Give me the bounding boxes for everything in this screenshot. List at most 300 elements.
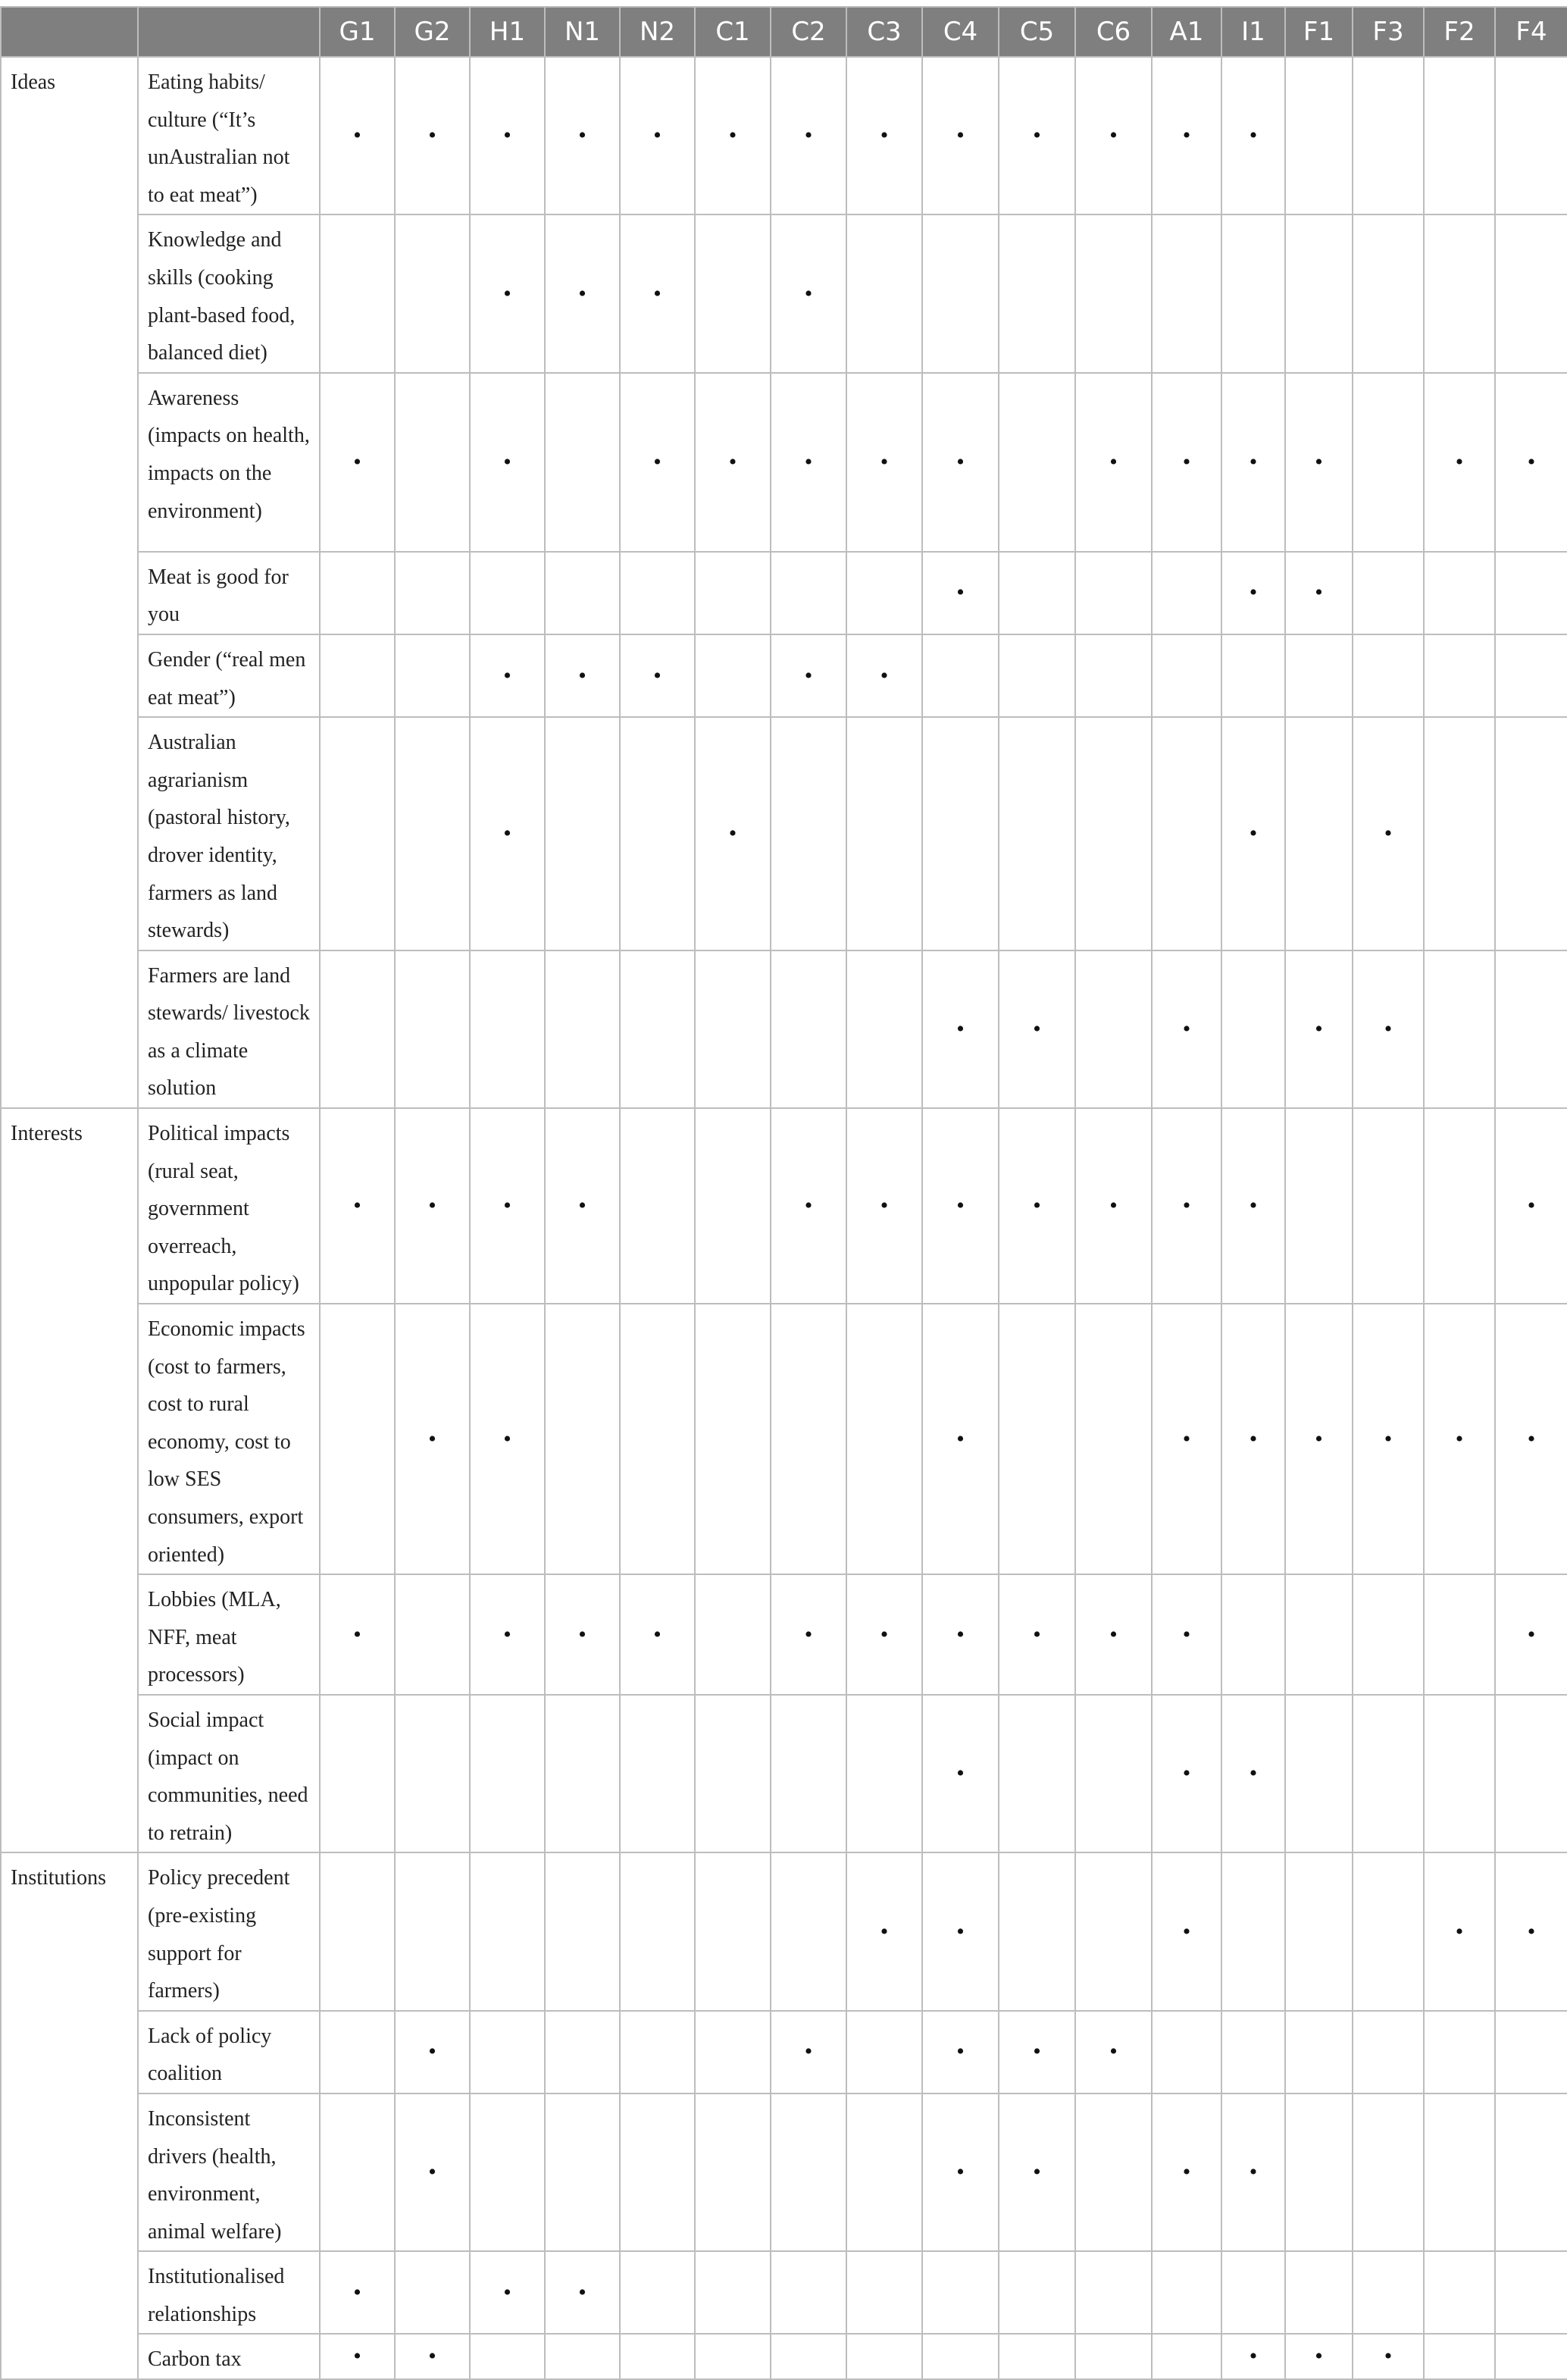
empty-cell-h1 — [470, 1852, 545, 2010]
dot-mark-c4: • — [922, 373, 999, 552]
dot-mark-g2: • — [395, 1108, 470, 1304]
dot-mark-f4: • — [1495, 1304, 1567, 1574]
dot-mark-c5: • — [999, 950, 1075, 1108]
dot-mark-c2: • — [771, 373, 846, 552]
factor-label: Carbon tax — [138, 2334, 320, 2379]
dot-mark-i1: • — [1221, 2093, 1285, 2251]
empty-cell-f2 — [1424, 1574, 1495, 1695]
dot-mark-c1: • — [695, 373, 771, 552]
dot-mark-c5: • — [999, 1574, 1075, 1695]
dot-mark-c5: • — [999, 2011, 1075, 2093]
empty-cell-f2 — [1424, 634, 1495, 717]
dot-mark-f1: • — [1285, 2334, 1353, 2379]
empty-cell-h1 — [470, 950, 545, 1108]
table-row — [1, 2011, 1567, 2093]
dot-mark-g1: • — [320, 1108, 395, 1304]
dot-mark-c5: • — [999, 2093, 1075, 2251]
empty-cell-c5 — [999, 2334, 1075, 2379]
empty-cell-c2 — [771, 950, 846, 1108]
dot-mark-c5: • — [999, 57, 1075, 215]
dot-mark-i1: • — [1221, 1304, 1285, 1574]
empty-cell-i1 — [1221, 2011, 1285, 2093]
empty-cell-c6 — [1075, 552, 1152, 634]
factor-label: Political impacts (rural seat, government overreach, unpopular policy) — [138, 1108, 320, 1304]
empty-cell-c1 — [695, 2334, 771, 2379]
dot-mark-h1: • — [470, 1574, 545, 1695]
empty-cell-f1 — [1285, 1574, 1353, 1695]
empty-cell-c1 — [695, 1574, 771, 1695]
table-row — [1, 2334, 1567, 2379]
dot-mark-c3: • — [846, 57, 922, 215]
dot-mark-a1: • — [1152, 950, 1221, 1108]
empty-cell-f4 — [1495, 552, 1567, 634]
column-header-h1: H1 — [470, 7, 545, 57]
column-header-i1: I1 — [1221, 7, 1285, 57]
empty-cell-f3 — [1353, 215, 1424, 372]
factor-label: Farmers are land stewards/ livestock as a climate solution — [138, 950, 320, 1108]
table-row — [1, 373, 1567, 552]
table-row — [1, 1574, 1567, 1695]
empty-cell-f4 — [1495, 2251, 1567, 2334]
dot-mark-a1: • — [1152, 1304, 1221, 1574]
empty-cell-c1 — [695, 552, 771, 634]
dot-mark-f1: • — [1285, 1304, 1353, 1574]
empty-cell-g1 — [320, 1695, 395, 1852]
dot-mark-n2: • — [620, 57, 695, 215]
table-row — [1, 2251, 1567, 2334]
empty-cell-c6 — [1075, 215, 1152, 372]
empty-cell-g2 — [395, 1852, 470, 2010]
empty-cell-c1 — [695, 1695, 771, 1852]
empty-cell-f3 — [1353, 2251, 1424, 2334]
empty-cell-c6 — [1075, 1304, 1152, 1574]
empty-cell-c3 — [846, 717, 922, 950]
dot-mark-n1: • — [545, 215, 620, 372]
dot-mark-n1: • — [545, 57, 620, 215]
empty-cell-a1 — [1152, 2011, 1221, 2093]
dot-mark-c4: • — [922, 1108, 999, 1304]
dot-mark-i1: • — [1221, 1108, 1285, 1304]
column-header-g1: G1 — [320, 7, 395, 57]
dot-mark-g2: • — [395, 57, 470, 215]
column-header-c6: C6 — [1075, 7, 1152, 57]
dot-mark-a1: • — [1152, 373, 1221, 552]
dot-mark-n1: • — [545, 2251, 620, 2334]
empty-cell-f3 — [1353, 634, 1424, 717]
factor-label: Gender (“real men eat meat”) — [138, 634, 320, 717]
dot-mark-c4: • — [922, 2093, 999, 2251]
empty-cell-f4 — [1495, 2011, 1567, 2093]
empty-cell-c5 — [999, 634, 1075, 717]
empty-cell-c2 — [771, 1852, 846, 2010]
dot-mark-c2: • — [771, 57, 846, 215]
empty-cell-c5 — [999, 215, 1075, 372]
column-header-c1: C1 — [695, 7, 771, 57]
empty-cell-c1 — [695, 2093, 771, 2251]
empty-cell-a1 — [1152, 552, 1221, 634]
empty-cell-n2 — [620, 1304, 695, 1574]
empty-cell-i1 — [1221, 634, 1285, 717]
dot-mark-n1: • — [545, 634, 620, 717]
empty-cell-f3 — [1353, 552, 1424, 634]
dot-mark-c6: • — [1075, 373, 1152, 552]
dot-mark-c1: • — [695, 717, 771, 950]
empty-cell-n1 — [545, 2334, 620, 2379]
empty-cell-f2 — [1424, 215, 1495, 372]
dot-mark-c5: • — [999, 1108, 1075, 1304]
empty-cell-a1 — [1152, 2251, 1221, 2334]
header-row — [1, 7, 1567, 57]
factor-label: Awareness (impacts on health, impacts on the environment) — [138, 373, 320, 552]
table-row — [1, 57, 1567, 215]
empty-cell-n1 — [545, 1304, 620, 1574]
policy-factors-table — [0, 6, 1567, 2380]
empty-cell-n2 — [620, 2011, 695, 2093]
empty-cell-f2 — [1424, 2251, 1495, 2334]
dot-mark-i1: • — [1221, 1695, 1285, 1852]
empty-cell-n1 — [545, 1852, 620, 2010]
empty-cell-c5 — [999, 373, 1075, 552]
dot-mark-c6: • — [1075, 57, 1152, 215]
empty-cell-f1 — [1285, 717, 1353, 950]
factor-label: Eating habits/ culture (“It’s unAustralian not to eat meat”) — [138, 57, 320, 215]
column-header-g2: G2 — [395, 7, 470, 57]
dot-mark-n1: • — [545, 1574, 620, 1695]
column-header-f2: F2 — [1424, 7, 1495, 57]
dot-mark-n2: • — [620, 215, 695, 372]
dot-mark-c6: • — [1075, 1574, 1152, 1695]
empty-cell-g1 — [320, 2093, 395, 2251]
empty-cell-g2 — [395, 215, 470, 372]
empty-cell-n1 — [545, 373, 620, 552]
empty-cell-n2 — [620, 2251, 695, 2334]
empty-cell-i1 — [1221, 1574, 1285, 1695]
table-row — [1, 950, 1567, 1108]
empty-cell-g2 — [395, 1695, 470, 1852]
empty-cell-c3 — [846, 2011, 922, 2093]
dot-mark-c3: • — [846, 1108, 922, 1304]
empty-cell-c4 — [922, 215, 999, 372]
dot-mark-g1: • — [320, 1574, 395, 1695]
empty-cell-c5 — [999, 1304, 1075, 1574]
empty-cell-c1 — [695, 1852, 771, 2010]
column-header-n2: N2 — [620, 7, 695, 57]
empty-cell-f3 — [1353, 57, 1424, 215]
dot-mark-i1: • — [1221, 57, 1285, 215]
dot-mark-h1: • — [470, 2251, 545, 2334]
dot-mark-c4: • — [922, 552, 999, 634]
empty-cell-f4 — [1495, 2334, 1567, 2379]
column-header-a1: A1 — [1152, 7, 1221, 57]
dot-mark-f2: • — [1424, 373, 1495, 552]
empty-cell-n1 — [545, 1695, 620, 1852]
empty-cell-n1 — [545, 950, 620, 1108]
empty-cell-c1 — [695, 1304, 771, 1574]
dot-mark-c3: • — [846, 1852, 922, 2010]
empty-cell-c3 — [846, 215, 922, 372]
empty-cell-g1 — [320, 552, 395, 634]
factor-label: Lobbies (MLA, NFF, meat processors) — [138, 1574, 320, 1695]
dot-mark-f3: • — [1353, 717, 1424, 950]
dot-mark-h1: • — [470, 215, 545, 372]
dot-mark-f1: • — [1285, 373, 1353, 552]
empty-cell-g2 — [395, 373, 470, 552]
factor-header-cell — [138, 7, 320, 57]
table-row — [1, 634, 1567, 717]
empty-cell-f3 — [1353, 2093, 1424, 2251]
factor-label: Meat is good for you — [138, 552, 320, 634]
dot-mark-f3: • — [1353, 950, 1424, 1108]
empty-cell-c4 — [922, 717, 999, 950]
table-row — [1, 1108, 1567, 1304]
dot-mark-c2: • — [771, 634, 846, 717]
empty-cell-f2 — [1424, 950, 1495, 1108]
dot-mark-c2: • — [771, 1108, 846, 1304]
dot-mark-n2: • — [620, 373, 695, 552]
empty-cell-f2 — [1424, 552, 1495, 634]
factor-label: Institutionalised relationships — [138, 2251, 320, 2334]
dot-mark-g1: • — [320, 57, 395, 215]
dot-mark-c2: • — [771, 1574, 846, 1695]
empty-cell-g1 — [320, 215, 395, 372]
dot-mark-g2: • — [395, 1304, 470, 1574]
empty-cell-c5 — [999, 1852, 1075, 2010]
table-row — [1, 1852, 1567, 2010]
empty-cell-c3 — [846, 1695, 922, 1852]
empty-cell-f3 — [1353, 1574, 1424, 1695]
empty-cell-f1 — [1285, 1852, 1353, 2010]
empty-cell-f4 — [1495, 1695, 1567, 1852]
factor-label: Lack of policy coalition — [138, 2011, 320, 2093]
empty-cell-g2 — [395, 552, 470, 634]
empty-cell-f2 — [1424, 717, 1495, 950]
empty-cell-g1 — [320, 717, 395, 950]
empty-cell-f1 — [1285, 634, 1353, 717]
dot-mark-a1: • — [1152, 1108, 1221, 1304]
empty-cell-f4 — [1495, 57, 1567, 215]
dot-mark-h1: • — [470, 717, 545, 950]
dot-mark-c4: • — [922, 2011, 999, 2093]
empty-cell-i1 — [1221, 215, 1285, 372]
empty-cell-f2 — [1424, 2334, 1495, 2379]
factor-label: Knowledge and skills (cooking plant-based food, balanced diet) — [138, 215, 320, 372]
dot-mark-i1: • — [1221, 552, 1285, 634]
table-row — [1, 717, 1567, 950]
empty-cell-c6 — [1075, 1852, 1152, 2010]
dot-mark-n2: • — [620, 1574, 695, 1695]
factor-label: Economic impacts (cost to farmers, cost to rural economy, cost to low SES consumers, export oriented) — [138, 1304, 320, 1574]
dot-mark-c6: • — [1075, 2011, 1152, 2093]
dot-mark-c2: • — [771, 215, 846, 372]
dot-mark-c3: • — [846, 373, 922, 552]
dot-mark-h1: • — [470, 1304, 545, 1574]
dot-mark-a1: • — [1152, 2093, 1221, 2251]
group-label-institutions: Institutions — [1, 1852, 138, 2379]
empty-cell-c5 — [999, 717, 1075, 950]
dot-mark-c4: • — [922, 1852, 999, 2010]
empty-cell-c6 — [1075, 634, 1152, 717]
empty-cell-i1 — [1221, 950, 1285, 1108]
dot-mark-g2: • — [395, 2011, 470, 2093]
empty-cell-c1 — [695, 1108, 771, 1304]
table-row — [1, 1695, 1567, 1852]
empty-cell-g1 — [320, 950, 395, 1108]
empty-cell-f2 — [1424, 1108, 1495, 1304]
dot-mark-n1: • — [545, 1108, 620, 1304]
empty-cell-n2 — [620, 717, 695, 950]
empty-cell-c2 — [771, 1304, 846, 1574]
dot-mark-h1: • — [470, 373, 545, 552]
column-header-c4: C4 — [922, 7, 999, 57]
empty-cell-a1 — [1152, 717, 1221, 950]
empty-cell-g2 — [395, 634, 470, 717]
empty-cell-n1 — [545, 717, 620, 950]
empty-cell-n2 — [620, 1852, 695, 2010]
empty-cell-g1 — [320, 634, 395, 717]
factor-label: Australian agrarianism (pastoral history, drover identity, farmers as land stewards) — [138, 717, 320, 950]
dot-mark-h1: • — [470, 1108, 545, 1304]
empty-cell-f3 — [1353, 1695, 1424, 1852]
empty-cell-c3 — [846, 950, 922, 1108]
empty-cell-c6 — [1075, 1695, 1152, 1852]
empty-cell-n2 — [620, 2334, 695, 2379]
empty-cell-n1 — [545, 2093, 620, 2251]
factor-label: Policy precedent (pre-existing support for farmers) — [138, 1852, 320, 2010]
factor-label: Inconsistent drivers (health, environment, animal welfare) — [138, 2093, 320, 2251]
empty-cell-c3 — [846, 1304, 922, 1574]
dot-mark-f1: • — [1285, 552, 1353, 634]
dot-mark-f3: • — [1353, 1304, 1424, 1574]
column-header-f3: F3 — [1353, 7, 1424, 57]
dot-mark-c2: • — [771, 2011, 846, 2093]
dot-mark-i1: • — [1221, 373, 1285, 552]
empty-cell-f3 — [1353, 2011, 1424, 2093]
empty-cell-c3 — [846, 2334, 922, 2379]
empty-cell-c5 — [999, 1695, 1075, 1852]
empty-cell-c1 — [695, 215, 771, 372]
empty-cell-g1 — [320, 1852, 395, 2010]
empty-cell-h1 — [470, 2093, 545, 2251]
dot-mark-i1: • — [1221, 717, 1285, 950]
empty-cell-i1 — [1221, 2251, 1285, 2334]
column-header-n1: N1 — [545, 7, 620, 57]
empty-cell-c3 — [846, 2251, 922, 2334]
empty-cell-g2 — [395, 2251, 470, 2334]
empty-cell-f3 — [1353, 1108, 1424, 1304]
dot-mark-f4: • — [1495, 1108, 1567, 1304]
dot-mark-g2: • — [395, 2334, 470, 2379]
empty-cell-c6 — [1075, 950, 1152, 1108]
dot-mark-f3: • — [1353, 2334, 1424, 2379]
empty-cell-g1 — [320, 2011, 395, 2093]
dot-mark-g2: • — [395, 2093, 470, 2251]
table-body — [1, 57, 1567, 2379]
empty-cell-c2 — [771, 1695, 846, 1852]
dot-mark-g1: • — [320, 373, 395, 552]
empty-cell-c6 — [1075, 717, 1152, 950]
table-row — [1, 2093, 1567, 2251]
dot-mark-f4: • — [1495, 1574, 1567, 1695]
empty-cell-g1 — [320, 1304, 395, 1574]
empty-cell-c2 — [771, 2334, 846, 2379]
empty-cell-c1 — [695, 634, 771, 717]
dot-mark-f4: • — [1495, 373, 1567, 552]
empty-cell-i1 — [1221, 1852, 1285, 2010]
empty-cell-a1 — [1152, 634, 1221, 717]
empty-cell-f1 — [1285, 215, 1353, 372]
empty-cell-c6 — [1075, 2251, 1152, 2334]
empty-cell-f4 — [1495, 215, 1567, 372]
empty-cell-c6 — [1075, 2093, 1152, 2251]
dot-mark-f1: • — [1285, 950, 1353, 1108]
empty-cell-f3 — [1353, 373, 1424, 552]
empty-cell-g2 — [395, 1574, 470, 1695]
column-header-c3: C3 — [846, 7, 922, 57]
empty-cell-c2 — [771, 552, 846, 634]
empty-cell-c2 — [771, 717, 846, 950]
empty-cell-a1 — [1152, 215, 1221, 372]
table-row — [1, 1304, 1567, 1574]
empty-cell-h1 — [470, 1695, 545, 1852]
empty-cell-f1 — [1285, 2093, 1353, 2251]
dot-mark-f2: • — [1424, 1304, 1495, 1574]
empty-cell-c2 — [771, 2251, 846, 2334]
empty-cell-f4 — [1495, 2093, 1567, 2251]
empty-cell-f1 — [1285, 1108, 1353, 1304]
column-header-f4: F4 — [1495, 7, 1567, 57]
group-label-ideas: Ideas — [1, 57, 138, 1108]
empty-cell-c4 — [922, 2334, 999, 2379]
empty-cell-c2 — [771, 2093, 846, 2251]
empty-cell-c3 — [846, 2093, 922, 2251]
dot-mark-h1: • — [470, 57, 545, 215]
empty-cell-c3 — [846, 552, 922, 634]
dot-mark-c4: • — [922, 1574, 999, 1695]
empty-cell-g2 — [395, 950, 470, 1108]
corner-header-cell — [1, 7, 138, 57]
empty-cell-f1 — [1285, 57, 1353, 215]
table-row — [1, 552, 1567, 634]
empty-cell-f1 — [1285, 2011, 1353, 2093]
dot-mark-a1: • — [1152, 1852, 1221, 2010]
empty-cell-c1 — [695, 950, 771, 1108]
dot-mark-g1: • — [320, 2334, 395, 2379]
empty-cell-f1 — [1285, 2251, 1353, 2334]
empty-cell-f2 — [1424, 2011, 1495, 2093]
empty-cell-a1 — [1152, 2334, 1221, 2379]
group-label-interests: Interests — [1, 1108, 138, 1852]
dot-mark-c1: • — [695, 57, 771, 215]
dot-mark-g1: • — [320, 2251, 395, 2334]
dot-mark-i1: • — [1221, 2334, 1285, 2379]
empty-cell-c4 — [922, 2251, 999, 2334]
dot-mark-f4: • — [1495, 1852, 1567, 2010]
dot-mark-a1: • — [1152, 1695, 1221, 1852]
factor-label: Social impact (impact on communities, need to retrain) — [138, 1695, 320, 1852]
empty-cell-h1 — [470, 2011, 545, 2093]
empty-cell-h1 — [470, 2334, 545, 2379]
empty-cell-c5 — [999, 552, 1075, 634]
empty-cell-c5 — [999, 2251, 1075, 2334]
dot-mark-c3: • — [846, 1574, 922, 1695]
dot-mark-n2: • — [620, 634, 695, 717]
empty-cell-c4 — [922, 634, 999, 717]
empty-cell-n1 — [545, 2011, 620, 2093]
empty-cell-n2 — [620, 1695, 695, 1852]
dot-mark-c3: • — [846, 634, 922, 717]
dot-mark-c4: • — [922, 1304, 999, 1574]
table-row — [1, 215, 1567, 372]
